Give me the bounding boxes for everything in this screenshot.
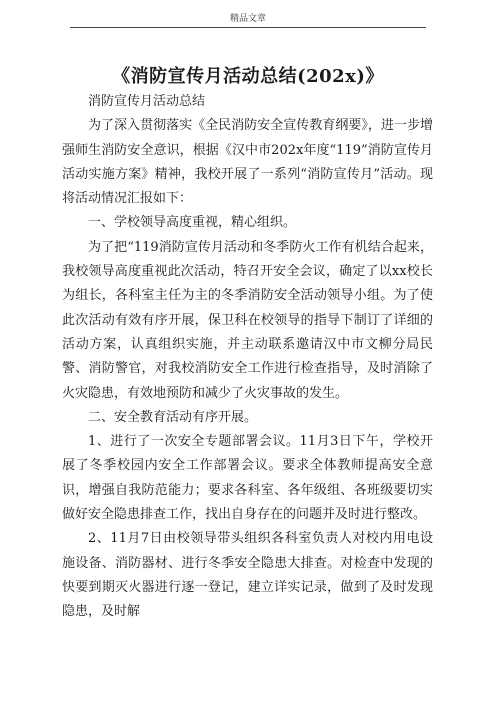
header-divider — [70, 27, 426, 28]
section-heading-2: 二、安全教育活动有序开展。 — [88, 409, 258, 425]
header-label: 精品文章 — [229, 14, 266, 24]
paragraph-item-1: 1、进行了一次安全专题部署会议。11月3日下午，学校开展了冬季校园内安全工作部署会议。要求全体教师提高安全意识，增强自我防范能力；要求各科室、各年级组、各班级要切实做好安全隐患排查工作，找出自身存在的问题并及时进行整改。 — [62, 434, 433, 523]
document-title: 《消防宣传月活动总结(202x)》 — [112, 66, 384, 87]
document-body — [62, 90, 433, 625]
paragraph-subtitle: 消防宣传月活动总结 — [88, 94, 206, 109]
paragraph-intro: 为了深入贯彻落实《全民消防安全宣传教育纲要》，进一步增强师生消防安全意识，根据《汉中市202x年度“119”消防宣传月活动实施方案》精神，我校开展了一系列“消防宣传月”活动。现将活动情况汇报如下： — [62, 118, 433, 207]
paragraph-item-2: 2、11月7日由校领导带头组织各科室负责人对校内用电设施设备、消防器材、进行冬季安全隐患大排查。对检查中发现的快要到期灭火器进行逐一登记，建立详实记录，做到了及时发现隐患，及时解 — [62, 531, 433, 620]
paragraph-section-1: 为了把“119消防宣传月活动和冬季防火工作有机结合起来，我校领导高度重视此次活动，特召开安全会议，确定了以xx校长为组长，各科室主任为主的冬季消防安全活动领导小组。为了使此次活动有效有序开展，保卫科在校领导的指导下制订了详细的活动方案，认真组织实施，并主动联系邀请汉中市文柳分局民警、消防警官，对我校消防安全工作进行检查指导，及时消除了火灾隐患，有效地预防和减少了火灾事故的发生。 — [62, 239, 433, 401]
section-heading-1: 一、学校领导高度重视，精心组织。 — [88, 215, 297, 231]
